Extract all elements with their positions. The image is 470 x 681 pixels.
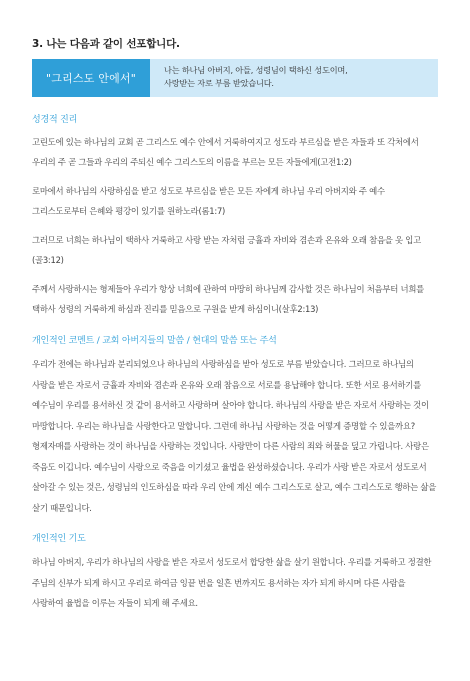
declaration-box	[32, 59, 438, 97]
scripture-paragraph-2: 로마에서 하나님의 사랑하심을 받고 성도로 부르심을 받은 모든 자에게 하나님 우리 아버지와 주 예수 그리스도로부터 은혜와 평강이 있기를 원하노라(롬1:7)	[32, 186, 385, 216]
commentary-heading: 개인적인 코멘트 / 교회 아버지들의 말씀 / 현대의 말씀 또는 주석	[32, 336, 277, 346]
biblical-truth-heading: 성경적 진리	[32, 115, 78, 125]
declaration-label: "그리스도 안에서"	[32, 59, 150, 97]
declaration-line-1: 나는 하나님 아버지, 아들, 성령님이 택하신 성도이며,	[164, 65, 348, 75]
prayer-paragraph: 하나님 아버지, 우리가 하나님의 사랑을 받은 자로서 성도로서 합당한 삶을 살기 원합니다. 우리를 거룩하고 정결한 주님의 신부가 되게 하시고 우리로 하여금 잉끝 번을 일흔 번까지도 용서하는 자가 되게 하시며 다른 사람을 사랑하여 율법을 이루는 자들이 되게 해 주세요.	[32, 557, 432, 608]
commentary-paragraph: 우리가 전에는 하나님과 분리되었으나 하나님의 사랑하심을 받아 성도로 부름 받았습니다. 그러므로 하나님의 사랑을 받은 자로서 긍휼과 자비와 겸손과 온유와 오래 참음으로 서로를 용납해야 합니다. 또한 서로 용서하기를 예수님이 우리를 용서하신 것 같이 용서하고 사랑하며 살아야 합니다. 하나님의 사랑을 받은 자로서 사랑하는 것이 마땅합니다. 우리는 하나님을 사랑한다고 말합니다. 그런데 하나님 사랑하는 것을 어떻게 증명할 수 있을까요? 형제자매를 사랑하는 것이 하나님을 사랑하는 것입니다. 사랑만이 다른 사람의 죄와 허물을 덮고 가립니다. 사랑은 죽음도 이깁니다. 예수님이 사랑으로 죽음을 이기셨고 율법을 완성하셨습니다. 우리가 사랑 받은 자로서 성도로서 살아갈 수 있는 것은, 성령님의 인도하심을 따라 우리 안에 계신 예수 그리스도로 살고, 예수 그리스도로 행하는 삶을 살기 때문입니다.	[32, 359, 437, 513]
declaration-line-2: 사랑받는 자로 부름 받았습니다.	[164, 78, 274, 88]
scripture-paragraph-3: 그러므로 너희는 하나님이 택하사 거룩하고 사랑 받는 자처럼 긍휼과 자비와 겸손과 온유와 오래 참음을 옷 입고(골3:12)	[32, 235, 421, 265]
prayer-heading: 개인적인 기도	[32, 534, 86, 544]
scripture-paragraph-4: 주께서 사랑하시는 형제들아 우리가 항상 너희에 관하여 마땅히 하나님께 감사할 것은 하나님이 처음부터 너희를 택하사 성령의 거룩하게 하심과 진리를 믿음으로 구원을 받게 하심이니(살후2:13)	[32, 284, 425, 314]
section-title: 3. 나는 다음과 같이 선포합니다.	[32, 38, 180, 50]
scripture-paragraph-1: 고린도에 있는 하나님의 교회 곧 그리스도 예수 안에서 거룩하여지고 성도라 부르심을 받은 자들과 또 각처에서 우리의 주 곧 그들과 우리의 주되신 예수 그리스도의 이름을 부르는 모든 자들에게(고전1:2)	[32, 137, 419, 167]
declaration-text	[150, 59, 438, 97]
